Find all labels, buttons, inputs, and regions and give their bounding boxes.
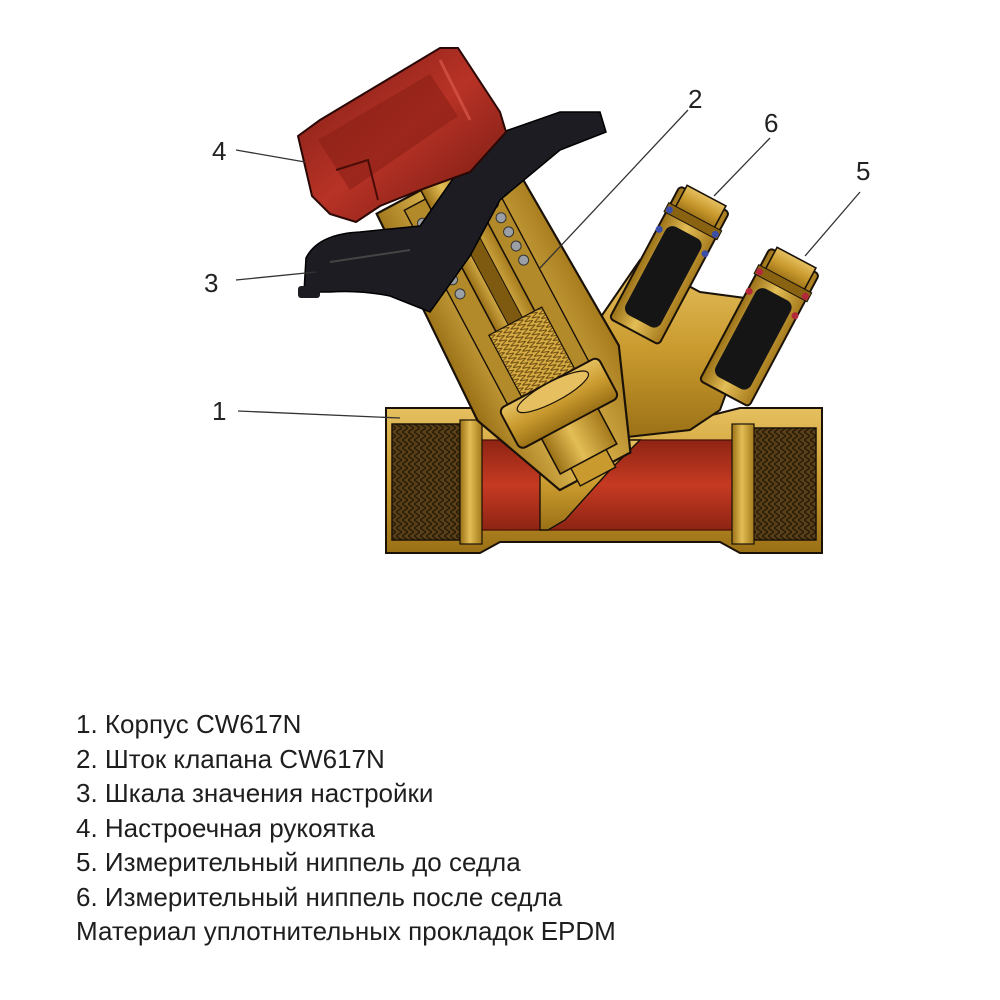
left-thread [392, 424, 460, 540]
callout-5: 5 [856, 156, 871, 186]
leader-line-5 [805, 192, 860, 256]
right-thread [752, 428, 816, 540]
callout-6: 6 [764, 108, 779, 138]
callout-2: 2 [688, 84, 703, 114]
leader-line-3 [236, 272, 316, 280]
callout-4: 4 [212, 136, 227, 166]
legend-item-2: 2. Шток клапана CW617N [76, 743, 385, 774]
legend-item-5: 5. Измерительный ниппель до седла [76, 847, 521, 877]
legend-item-seal-material: Материал уплотнительных прокладок EPDM [76, 916, 616, 946]
legend-item-6: 6. Измерительный ниппель после седла [76, 881, 563, 912]
legend-item-4: 4. Настроечная рукоятка [76, 812, 375, 843]
parts-legend [76, 707, 616, 949]
legend-item-3: 3. Шкала значения настройки [76, 778, 434, 808]
legend-item-1: 1. Корпус CW617N [76, 709, 302, 739]
leader-line-4 [236, 150, 305, 162]
callout-1: 1 [212, 396, 227, 426]
callout-3: 3 [204, 268, 219, 298]
leader-line-1 [238, 411, 400, 418]
leader-line-6 [714, 138, 770, 196]
